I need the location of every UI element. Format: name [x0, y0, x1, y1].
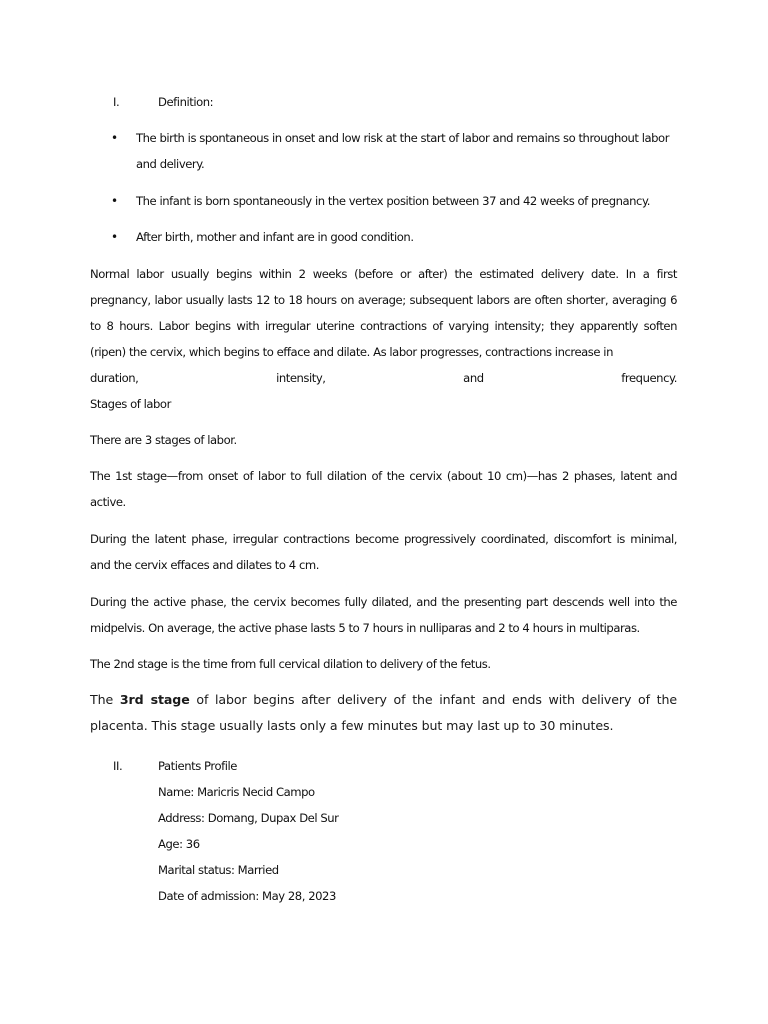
bullet-dot: •: [111, 131, 118, 145]
profile-date-of-admission: Date of admission: May 28, 2023: [158, 889, 336, 903]
section-number: II.: [113, 759, 123, 773]
bullet-text: After birth, mother and infant are in good condition.: [136, 230, 414, 244]
profile-marital-status: Marital status: Married: [158, 863, 279, 877]
bullet-text: The birth is spontaneous in onset and low risk at the start of labor and remains so throughout labor and delivery.: [136, 131, 670, 171]
paragraph-three-stages: There are 3 stages of labor.: [90, 433, 237, 447]
profile-name: Name: Maricris Necid Campo: [158, 785, 315, 799]
profile-age: Age: 36: [158, 837, 200, 851]
paragraph-normal-labor: Normal labor usually begins within 2 weeks (before or after) the estimated delivery date. In a first pregnancy, labor usually lasts 12 to 18 hours on average; subsequent labors are often shorter, averaging 6 to 8 hours. Labor begins with irregular uterine contractions of varying intensity; they apparently soften (ripen) the cervix, which begins to efface and dilate. As labor progresses, contractions increase in: [90, 267, 677, 359]
section-heading-patients-profile: [113, 753, 413, 779]
stages-heading: Stages of labor: [90, 397, 171, 411]
paragraph-latent-phase: During the latent phase, irregular contractions become progressively coordinated, discomfort is minimal, and the cervix effaces and dilates to 4 cm.: [90, 532, 677, 572]
section-heading-definition: [113, 89, 413, 115]
paragraph-third-stage: [90, 687, 677, 739]
third-stage-text: of labor begins after delivery of the infant and ends with delivery of the placenta. This stage usually lasts only a few minutes but may last up to 30 minutes.: [90, 692, 678, 733]
paragraph-normal-labor-last-line: duration, intensity, and frequency.: [90, 371, 677, 385]
paragraph-active-phase: During the active phase, the cervix becomes fully dilated, and the presenting part descends well into the midpelvis. On average, the active phase lasts 5 to 7 hours in nulliparas and 2 to 4 hours in multiparas.: [90, 595, 677, 635]
section-number: I.: [113, 95, 120, 109]
section-title: Patients Profile: [158, 759, 237, 773]
third-stage-bold: 3rd stage: [119, 692, 190, 707]
bullet-dot: •: [111, 230, 118, 244]
paragraph-second-stage: The 2nd stage is the time from full cervical dilation to delivery of the fetus.: [90, 657, 491, 671]
profile-address: Address: Domang, Dupax Del Sur: [158, 811, 339, 825]
third-stage-prefix: The: [90, 692, 120, 707]
paragraph-first-stage: The 1st stage—from onset of labor to full dilation of the cervix (about 10 cm)—has 2 phases, latent and active.: [90, 469, 677, 509]
section-title: Definition:: [158, 95, 214, 109]
bullet-text: The infant is born spontaneously in the vertex position between 37 and 42 weeks of pregnancy.: [136, 194, 650, 208]
bullet-dot: •: [111, 194, 118, 208]
